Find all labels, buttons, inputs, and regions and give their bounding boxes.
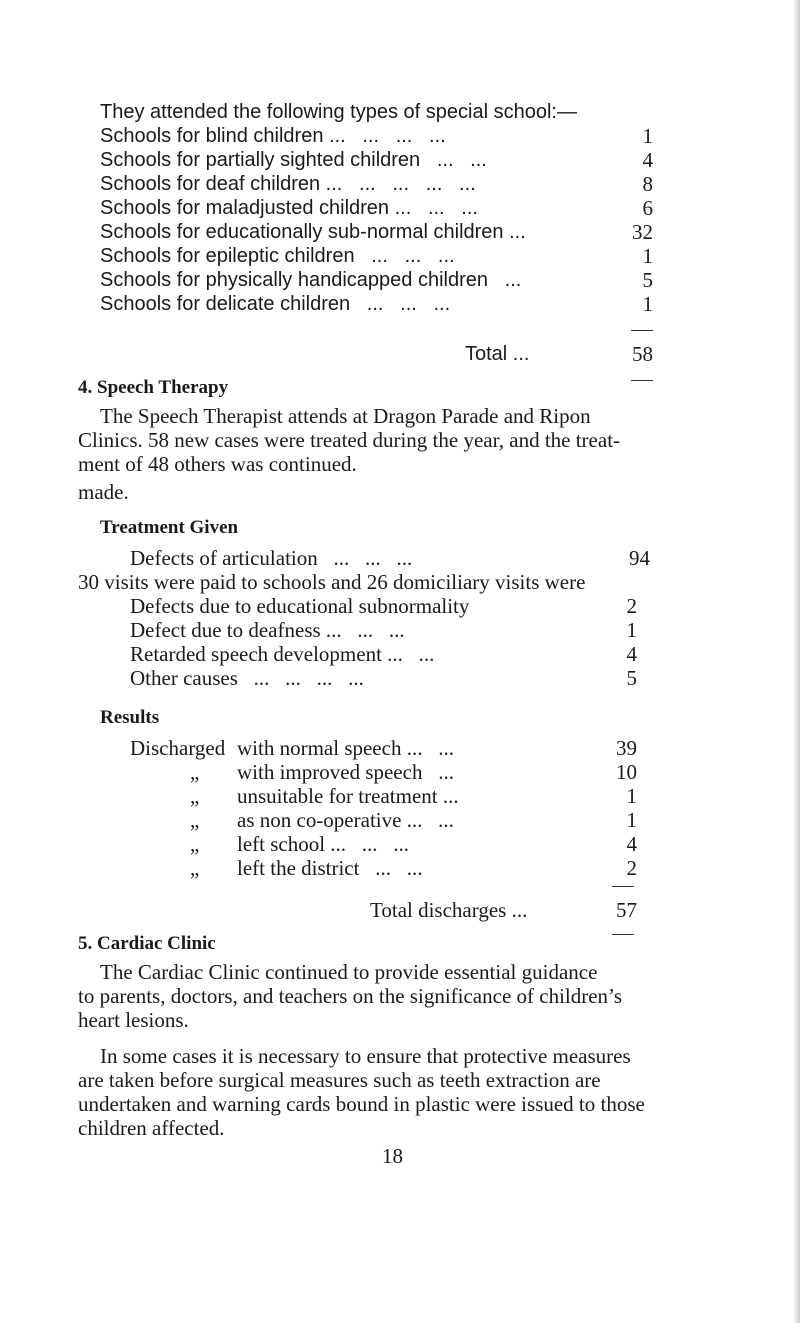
paragraph-line: heart lesions. bbox=[78, 1008, 189, 1032]
result-label: as non co-operative ... ... bbox=[237, 808, 454, 832]
paragraph-line: ment of 48 others was continued. bbox=[78, 452, 357, 476]
discharges-total-label: Total discharges ... bbox=[370, 898, 528, 922]
result-value: 39 bbox=[616, 736, 637, 760]
result-label: left school ... ... ... bbox=[237, 832, 410, 856]
page-edge-shadow bbox=[794, 0, 800, 1323]
paragraph-line: In some cases it is necessary to ensure that protective measures bbox=[100, 1044, 631, 1068]
school-row-value: 5 bbox=[642, 268, 653, 292]
total-rule bbox=[631, 380, 653, 381]
treatment-row-value: 1 bbox=[626, 618, 637, 642]
treatment-row-value: 94 bbox=[629, 546, 650, 570]
result-value: 4 bbox=[626, 832, 637, 856]
school-row-value: 1 bbox=[642, 244, 653, 268]
schools-total-value: 58 bbox=[632, 342, 653, 366]
result-prefix: Discharged bbox=[130, 736, 226, 760]
school-row-value: 8 bbox=[642, 172, 653, 196]
subtotal-rule bbox=[631, 330, 653, 331]
school-row-label: Schools for epileptic children ... ... ... bbox=[100, 245, 455, 267]
ditto-mark: „ bbox=[190, 832, 200, 856]
schools-total-label: Total ... bbox=[465, 343, 530, 365]
treatment-row-label: Defects of articulation ... ... ... bbox=[130, 546, 413, 570]
treatment-heading: Treatment Given bbox=[100, 517, 239, 538]
section-heading: 4. Speech Therapy bbox=[78, 377, 229, 398]
treatment-row-value: 5 bbox=[626, 666, 637, 690]
ditto-mark: „ bbox=[190, 856, 200, 880]
treatment-row-label: Other causes ... ... ... ... bbox=[130, 666, 364, 690]
stray-text: made. bbox=[78, 480, 129, 504]
treatment-row-label: Defects due to educational subnormality bbox=[130, 594, 470, 618]
school-row-value: 4 bbox=[642, 148, 653, 172]
paragraph-line: The Speech Therapist attends at Dragon Parade and Ripon bbox=[100, 404, 591, 428]
result-label: left the district ... ... bbox=[237, 856, 423, 880]
school-row-label: Schools for partially sighted children ... ... bbox=[100, 149, 487, 171]
paragraph-line: are taken before surgical measures such as teeth extraction are bbox=[78, 1068, 601, 1092]
paragraph-line: The Cardiac Clinic continued to provide essential guidance bbox=[100, 960, 598, 984]
school-row-label: Schools for physically handicapped children ... bbox=[100, 269, 522, 291]
ditto-mark: „ bbox=[190, 784, 200, 808]
paragraph-line: to parents, doctors, and teachers on the significance of children’s bbox=[78, 984, 623, 1008]
school-row-label: Schools for deaf children ... ... ... ... ... bbox=[100, 173, 476, 195]
school-row-value: 32 bbox=[632, 220, 653, 244]
discharges-total-value: 57 bbox=[616, 898, 637, 922]
paragraph-line: undertaken and warning cards bound in plastic were issued to those bbox=[78, 1092, 645, 1116]
result-label: with improved speech ... bbox=[237, 760, 454, 784]
result-label: with normal speech ... ... bbox=[237, 736, 454, 760]
result-value: 1 bbox=[626, 808, 637, 832]
results-heading: Results bbox=[100, 707, 160, 728]
ditto-mark: „ bbox=[190, 808, 200, 832]
result-value: 2 bbox=[626, 856, 637, 880]
ditto-mark: „ bbox=[190, 760, 200, 784]
paragraph-line: Clinics. 58 new cases were treated during the year, and the treat- bbox=[78, 428, 621, 452]
school-row-label: Schools for blind children ... ... ... ... bbox=[100, 125, 446, 147]
result-value: 1 bbox=[626, 784, 637, 808]
result-label: unsuitable for treatment ... bbox=[237, 784, 459, 808]
intro-text: They attended the following types of special school:— bbox=[100, 101, 577, 123]
school-row-value: 1 bbox=[642, 124, 653, 148]
school-row-value: 6 bbox=[642, 196, 653, 220]
school-row-label: Schools for maladjusted children ... ... ... bbox=[100, 197, 478, 219]
paragraph-line: children affected. bbox=[78, 1116, 225, 1140]
visits-line: 30 visits were paid to schools and 26 domiciliary visits were bbox=[78, 570, 586, 594]
treatment-row-value: 2 bbox=[626, 594, 637, 618]
page-number: 18 bbox=[382, 1144, 403, 1168]
school-row-label: Schools for delicate children ... ... ... bbox=[100, 293, 451, 315]
treatment-row-value: 4 bbox=[626, 642, 637, 666]
school-row-label: Schools for educationally sub-normal children ... bbox=[100, 221, 526, 243]
subtotal-rule bbox=[612, 886, 634, 887]
section-heading: 5. Cardiac Clinic bbox=[78, 933, 216, 954]
treatment-row-label: Retarded speech development ... ... bbox=[130, 642, 435, 666]
total-rule bbox=[612, 934, 634, 935]
school-row-value: 1 bbox=[642, 292, 653, 316]
treatment-row-label: Defect due to deafness ... ... ... bbox=[130, 618, 405, 642]
result-value: 10 bbox=[616, 760, 637, 784]
